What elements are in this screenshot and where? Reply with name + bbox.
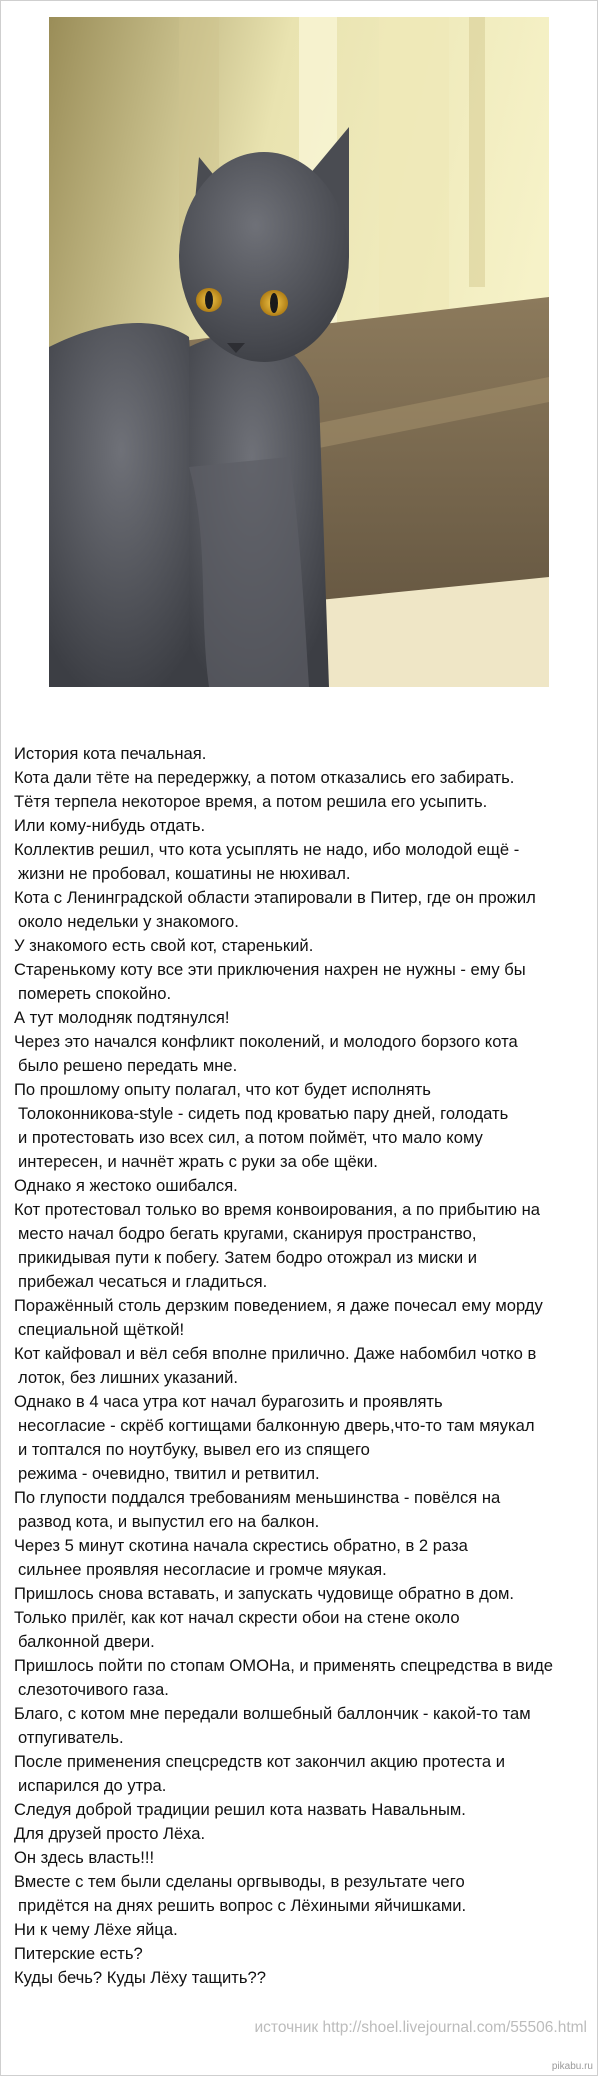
watermark: pikabu.ru [551, 2061, 593, 2072]
story-line: Кот протестовал только во время конвоирования, а по прибытию на [14, 1200, 540, 1219]
story-line: место начал бодро бегать кругами, сканируя пространство, [18, 1224, 477, 1243]
story-line: Ни к чему Лёхе яйца. [14, 1920, 178, 1939]
story-text [14, 742, 596, 1990]
story-line: лоток, без лишних указаний. [18, 1368, 238, 1387]
story-line: Благо, с котом мне передали волшебный баллончик - какой-то там [14, 1704, 531, 1723]
story-line: и протестовать изо всех сил, а потом поймёт, что мало кому [18, 1128, 483, 1147]
story-line: режима - очевидно, твитил и ретвитил. [18, 1464, 320, 1483]
story-line: А тут молодняк подтянулся! [14, 1008, 230, 1027]
story-line: интересен, и начнёт жрать с руки за обе щёки. [18, 1152, 378, 1171]
story-line: Тётя терпела некоторое время, а потом решила его усыпить. [14, 792, 488, 811]
story-line: Однако в 4 часа утра кот начал бурагозить и проявлять [14, 1392, 443, 1411]
story-line: придётся на днях решить вопрос с Лёхиными яйчишками. [18, 1896, 467, 1915]
story-line: Кота дали тёте на передержку, а потом отказались его забирать. [14, 768, 515, 787]
story-line: По прошлому опыту полагал, что кот будет исполнять [14, 1080, 431, 1099]
story-line: Питерские есть? [14, 1944, 143, 1963]
story-line: По глупости поддался требованиям меньшинства - повёлся на [14, 1488, 501, 1507]
story-line: несогласие - скрёб когтищами балконную дверь,что-то там мяукал [18, 1416, 535, 1435]
cat-photo [49, 17, 549, 687]
story-line: У знакомого есть свой кот, старенький. [14, 936, 314, 955]
story-line: Коллектив решил, что кота усыплять не надо, ибо молодой ещё - [14, 840, 520, 859]
story-line: около недельки у знакомого. [18, 912, 239, 931]
story-line: Через 5 минут скотина начала скрестись обратно, в 2 раза [14, 1536, 468, 1555]
story-line: балконной двери. [18, 1632, 155, 1651]
story-line: Он здесь власть!!! [14, 1848, 155, 1867]
story-line: История кота печальная. [14, 744, 207, 763]
story-line: прикидывая пути к побегу. Затем бодро отожрал из миски и [18, 1248, 478, 1267]
story-line: было решено передать мне. [18, 1056, 238, 1075]
story-line: Через это начался конфликт поколений, и молодого борзого кота [14, 1032, 518, 1051]
story-line: отпугиватель. [18, 1728, 124, 1747]
source-link[interactable]: источник http://shoel.livejournal.com/55506.html [254, 2019, 587, 2036]
story-line: Следуя доброй традиции решил кота назвать Навальным. [14, 1800, 466, 1819]
story-line: Поражённый столь дерзким поведением, я даже почесал ему морду [14, 1296, 543, 1315]
story-line: специальной щёткой! [18, 1320, 185, 1339]
story-line: слезоточивого газа. [18, 1680, 169, 1699]
story-line: развод кота, и выпустил его на балкон. [18, 1512, 320, 1531]
story-line: жизни не пробовал, кошатины не нюхивал. [18, 864, 351, 883]
story-line: Вместе с тем были сделаны оргвыводы, в результате чего [14, 1872, 465, 1891]
story-line: Или кому-нибудь отдать. [14, 816, 206, 835]
story-line: Кот кайфовал и вёл себя вполне прилично. Даже набомбил чотко в [14, 1344, 537, 1363]
story-line: и топтался по ноутбуку, вывел его из спящего [18, 1440, 370, 1459]
story-line: испарился до утра. [18, 1776, 167, 1795]
story-line: сильнее проявляя несогласие и громче мяукая. [18, 1560, 387, 1579]
story-line: Куды бечь? Куды Лёху тащить?? [14, 1968, 266, 1987]
story-line: После применения спецсредств кот закончил акцию протеста и [14, 1752, 505, 1771]
story-line: Однако я жестоко ошибался. [14, 1176, 238, 1195]
story-line: Старенькому коту все эти приключения нахрен не нужны - ему бы [14, 960, 526, 979]
story-line: Кота с Ленинградской области этапировали в Питер, где он прожил [14, 888, 536, 907]
story-line: Только прилёг, как кот начал скрести обои на стене около [14, 1608, 460, 1627]
story-line: Для друзей просто Лёха. [14, 1824, 206, 1843]
story-line: помереть спокойно. [18, 984, 172, 1003]
story-line: Пришлось снова вставать, и запускать чудовище обратно в дом. [14, 1584, 514, 1603]
story-line: прибежал чесаться и гладиться. [18, 1272, 268, 1291]
story-line: Пришлось пойти по стопам ОМОНа, и применять спецредства в виде [14, 1656, 553, 1675]
story-line: Толоконникова-style - сидеть под кроватью пару дней, голодать [18, 1104, 509, 1123]
